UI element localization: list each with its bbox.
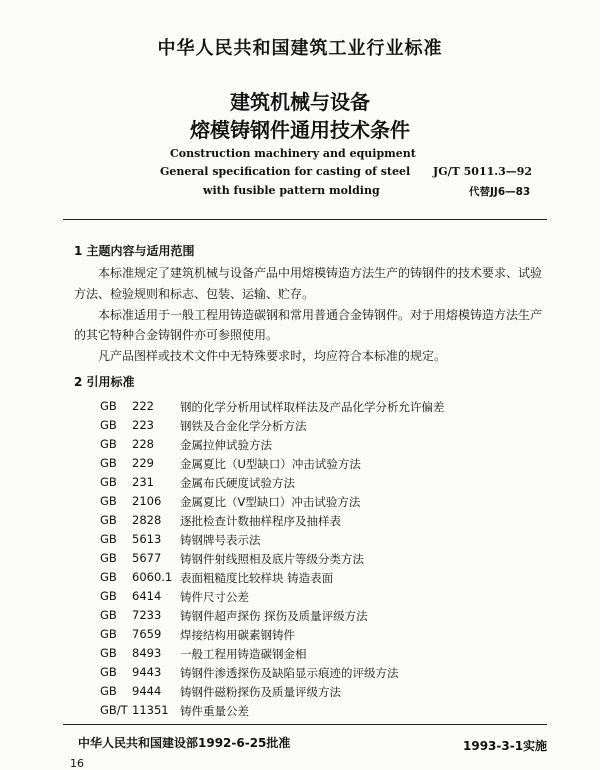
bottom-divider xyxy=(63,724,547,725)
reference-number: 6414 xyxy=(132,589,162,603)
reference-number: 6060.1 xyxy=(132,570,173,584)
reference-code: GB xyxy=(100,570,117,584)
document-title-line2: 熔模铸钢件通用技术条件 xyxy=(190,118,410,142)
reference-title: 金属夏比（V型缺口）冲击试验方法 xyxy=(180,495,361,509)
reference-code: GB xyxy=(100,399,117,413)
reference-code: GB xyxy=(100,608,117,622)
reference-number: 7233 xyxy=(132,608,162,622)
reference-number: 5677 xyxy=(132,551,162,565)
reference-title: 表面粗糙度比较样块 铸造表面 xyxy=(180,571,334,585)
reference-code: GB xyxy=(100,437,117,451)
reference-number: 2828 xyxy=(132,513,162,527)
reference-number: 222 xyxy=(132,399,154,413)
reference-title: 金属拉伸试验方法 xyxy=(180,438,272,452)
section1-para3: 凡产品图样或技术文件中无特殊要求时，均应符合本标准的规定。 xyxy=(98,349,447,363)
reference-title: 铸件尺寸公差 xyxy=(180,590,249,604)
reference-code: GB xyxy=(100,513,117,527)
reference-title: 铸钢件超声探伤 探伤及质量评级方法 xyxy=(180,609,368,623)
approval-publisher: 中华人民共和国建设部1992-6-25批准 xyxy=(78,736,291,750)
reference-title: 铸钢牌号表示法 xyxy=(180,533,261,547)
replaces-standard: 代替JJ6—83 xyxy=(469,186,531,198)
reference-number: 9443 xyxy=(132,665,162,679)
top-divider xyxy=(63,219,547,220)
reference-title: 金属布氏硬度试验方法 xyxy=(180,476,295,490)
reference-number: 229 xyxy=(132,456,154,470)
reference-number: 5613 xyxy=(132,532,162,546)
reference-code: GB xyxy=(100,418,117,432)
reference-number: 9444 xyxy=(132,684,162,698)
reference-code: GB xyxy=(100,456,117,470)
section2-heading: 2 引用标准 xyxy=(74,375,135,389)
reference-code: GB xyxy=(100,665,117,679)
reference-number: 7659 xyxy=(132,627,162,641)
standard-number: JG/T 5011.3—92 xyxy=(433,165,533,178)
english-title-line1: Construction machinery and equipment xyxy=(170,147,416,160)
english-title-line3: with fusible pattern molding xyxy=(203,184,380,197)
reference-title: 铸钢件磁粉探伤及质量评级方法 xyxy=(180,685,341,699)
reference-number: 8493 xyxy=(132,646,162,660)
reference-number: 2106 xyxy=(132,494,162,508)
reference-number: 223 xyxy=(132,418,154,432)
section1-para1-line2: 方法、检验规则和标志、包装、运输、贮存。 xyxy=(74,287,315,301)
reference-title: 一般工程用铸造碳钢金相 xyxy=(180,647,307,661)
reference-title: 逐批检查计数抽样程序及抽样表 xyxy=(180,514,341,528)
section1-heading: 1 主题内容与适用范围 xyxy=(74,244,195,258)
standard-category-header: 中华人民共和国建筑工业行业标准 xyxy=(157,38,443,59)
reference-code: GB xyxy=(100,532,117,546)
reference-number: 11351 xyxy=(132,703,169,717)
section1-para2-line1: 本标准适用于一般工程用铸造碳钢和常用普通合金铸钢件。对于用熔模铸造方法生产 xyxy=(98,308,543,322)
section1-para2-line2: 的其它特种合金铸钢件亦可参照使用。 xyxy=(74,328,279,342)
reference-number: 228 xyxy=(132,437,154,451)
reference-title: 铸钢件渗透探伤及缺陷显示痕迹的评级方法 xyxy=(180,666,399,680)
reference-code: GB xyxy=(100,494,117,508)
reference-title: 焊接结构用碳素钢铸件 xyxy=(180,628,295,642)
document-title-line1: 建筑机械与设备 xyxy=(230,90,370,114)
reference-title: 金属夏比（U型缺口）冲击试验方法 xyxy=(180,457,361,471)
reference-code: GB xyxy=(100,627,117,641)
reference-title: 钢铁及合金化学分析方法 xyxy=(180,419,307,433)
reference-code: GB xyxy=(100,646,117,660)
reference-code: GB xyxy=(100,684,117,698)
reference-title: 铸件重量公差 xyxy=(180,704,249,718)
reference-code: GB xyxy=(100,551,117,565)
page-number: 16 xyxy=(70,757,84,770)
reference-title: 铸钢件射线照相及底片等级分类方法 xyxy=(180,552,364,566)
reference-code: GB/T xyxy=(100,703,128,717)
reference-code: GB xyxy=(100,475,117,489)
english-title-line2: General specification for casting of steel xyxy=(160,165,411,178)
section1-para1-line1: 本标准规定了建筑机械与设备产品中用熔模铸造方法生产的铸钢件的技术要求、试验 xyxy=(98,266,543,280)
reference-number: 231 xyxy=(132,475,154,489)
effective-date: 1993-3-1实施 xyxy=(463,739,548,753)
reference-code: GB xyxy=(100,589,117,603)
reference-title: 钢的化学分析用试样取样法及产品化学分析允许偏差 xyxy=(180,400,445,414)
